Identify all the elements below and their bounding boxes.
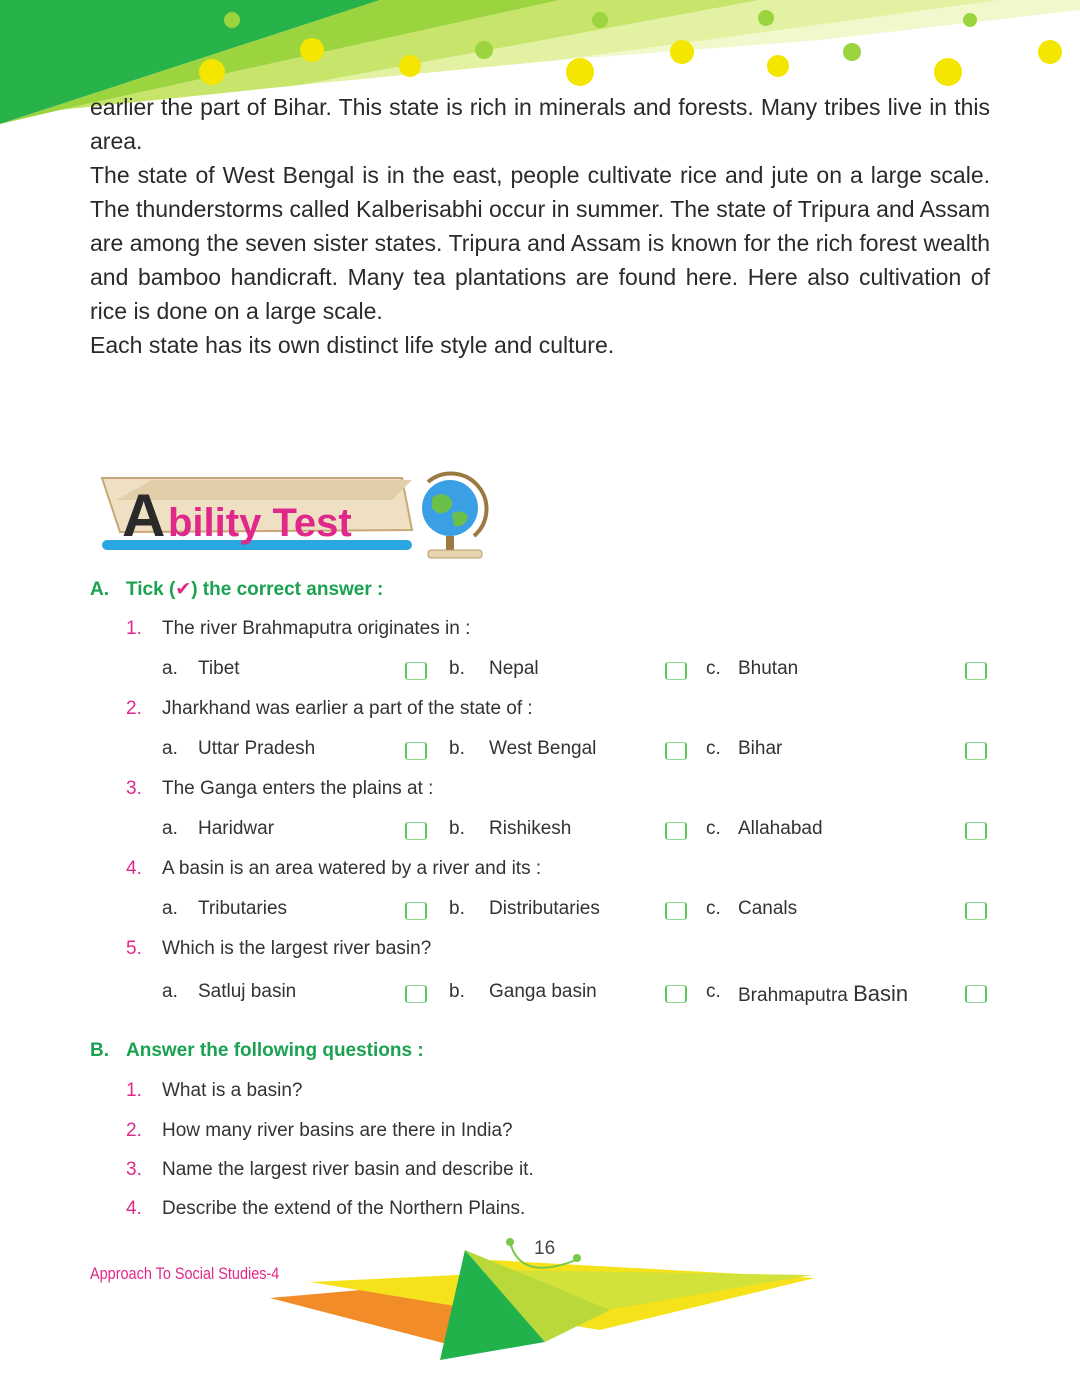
- question-a-2: [126, 698, 533, 720]
- question-a-5: [126, 938, 431, 960]
- body-text: [90, 90, 990, 362]
- option-text: [198, 981, 296, 1003]
- option-letter: c.: [706, 658, 721, 679]
- option-letter: b.: [449, 818, 465, 839]
- option-letter: b.: [449, 898, 465, 919]
- question-number: 2.: [126, 1120, 142, 1141]
- option-label: Brahmaputra: [738, 985, 848, 1006]
- section-b-title: Answer the following questions :: [126, 1040, 424, 1061]
- answer-checkbox[interactable]: [965, 985, 987, 1003]
- section-a-title-start: Tick (: [126, 579, 176, 600]
- option-label: Satluj basin: [198, 981, 297, 1002]
- option-label: Tibet: [198, 658, 240, 679]
- question-number: 3.: [126, 778, 142, 799]
- question-number: 1.: [126, 1080, 142, 1101]
- option-letter: a.: [162, 818, 178, 839]
- answer-checkbox[interactable]: [965, 742, 987, 760]
- answer-checkbox[interactable]: [665, 902, 687, 920]
- option-letter: a.: [162, 738, 178, 759]
- section-a-heading: [90, 578, 383, 601]
- tick-icon: ✔: [175, 579, 192, 600]
- question-text: Describe the extend of the Northern Plains.: [162, 1198, 526, 1219]
- option-letter: c.: [706, 981, 721, 1002]
- question-b-1: [126, 1080, 302, 1102]
- question-b-4: [126, 1198, 525, 1220]
- globe-icon: [422, 474, 486, 558]
- section-b-letter: B.: [90, 1040, 109, 1061]
- option-label: Allahabad: [738, 818, 823, 839]
- option-letter: b.: [449, 738, 465, 759]
- option-label: Tributaries: [198, 898, 288, 919]
- option-letter: b.: [449, 658, 465, 679]
- option-text: [198, 738, 315, 760]
- question-b-2: [126, 1120, 513, 1142]
- question-number: 5.: [126, 938, 142, 959]
- page-number: 16: [534, 1238, 556, 1259]
- answer-checkbox[interactable]: [665, 822, 687, 840]
- answer-checkbox[interactable]: [405, 742, 427, 760]
- option-letter: a.: [162, 981, 178, 1002]
- answer-checkbox[interactable]: [965, 822, 987, 840]
- section-a-title-end: ) the correct answer :: [191, 579, 384, 600]
- option-letter: b.: [449, 981, 465, 1002]
- question-b-3: [126, 1159, 534, 1181]
- option-text: [489, 658, 539, 680]
- option-label: Canals: [738, 898, 798, 919]
- section-a-letter: A.: [90, 579, 109, 600]
- question-number: 4.: [126, 858, 142, 879]
- option-text: [489, 738, 596, 760]
- option-text: [738, 898, 797, 920]
- answer-checkbox[interactable]: [665, 662, 687, 680]
- option-letter: c.: [706, 898, 721, 919]
- paragraph-1: earlier the part of Bihar. This state is rich in minerals and forests. Many tribes live in this area.: [90, 94, 990, 154]
- option-label: Uttar Pradesh: [198, 738, 316, 759]
- option-label: Ganga basin: [489, 981, 597, 1002]
- option-text: [738, 658, 798, 680]
- option-text: [738, 981, 908, 1007]
- question-number: 2.: [126, 698, 142, 719]
- option-label: Bihar: [738, 738, 783, 759]
- option-text: [198, 898, 287, 920]
- question-number: 4.: [126, 1198, 142, 1219]
- question-text: The river Brahmaputra originates in :: [162, 618, 471, 639]
- question-text: How many river basins are there in India?: [162, 1120, 513, 1141]
- question-text: Jharkhand was earlier a part of the state of :: [162, 698, 533, 719]
- paragraph-3: Each state has its own distinct life style and culture.: [90, 332, 615, 358]
- paragraph-2: The state of West Bengal is in the east, people cultivate rice and jute on a large scale. The thunderstorms called Kalberisabhi occur in summer. The state of Tripura and Assam are among the seven sister states. Tripura and Assam is known for the rich forest wealth and bamboo handicraft. Many tea plantations are found here. Here also cultivation of rice is done on a large scale.: [90, 162, 990, 324]
- option-label: Rishikesh: [489, 818, 572, 839]
- option-label: Bhutan: [738, 658, 799, 679]
- answer-checkbox[interactable]: [665, 985, 687, 1003]
- option-text: [198, 658, 240, 680]
- option-letter: c.: [706, 818, 721, 839]
- option-label: West Bengal: [489, 738, 597, 759]
- question-text: The Ganga enters the plains at :: [162, 778, 434, 799]
- option-letter: a.: [162, 658, 178, 679]
- question-text: A basin is an area watered by a river and its :: [162, 858, 542, 879]
- section-b-heading: [90, 1040, 424, 1062]
- question-number: 1.: [126, 618, 142, 639]
- option-text: [489, 981, 597, 1003]
- question-a-1: [126, 618, 470, 640]
- option-text: [489, 898, 600, 920]
- book-title: Approach To Social Studies-4: [90, 1264, 280, 1283]
- banner-title: bility Test: [168, 501, 352, 545]
- answer-checkbox[interactable]: [665, 742, 687, 760]
- question-number: 3.: [126, 1159, 142, 1180]
- question-text: Which is the largest river basin?: [162, 938, 432, 959]
- option-letter: c.: [706, 738, 721, 759]
- question-text: What is a basin?: [162, 1080, 303, 1101]
- ability-test-banner: [92, 470, 492, 570]
- option-label: Haridwar: [198, 818, 275, 839]
- banner-big-letter: A: [122, 482, 166, 549]
- question-text: Name the largest river basin and describe it.: [162, 1159, 534, 1180]
- option-text: [489, 818, 571, 840]
- option-label-suffix: Basin: [853, 981, 909, 1006]
- option-letter: a.: [162, 898, 178, 919]
- answer-checkbox[interactable]: [405, 662, 427, 680]
- option-text: [738, 738, 782, 760]
- option-label: Nepal: [489, 658, 539, 679]
- answer-checkbox[interactable]: [405, 985, 427, 1003]
- option-label: Distributaries: [489, 898, 600, 919]
- question-a-3: [126, 778, 433, 800]
- answer-checkbox[interactable]: [405, 822, 427, 840]
- answer-checkbox[interactable]: [405, 902, 427, 920]
- option-text: [198, 818, 274, 840]
- answer-checkbox[interactable]: [965, 902, 987, 920]
- answer-checkbox[interactable]: [965, 662, 987, 680]
- question-a-4: [126, 858, 541, 880]
- option-text: [738, 818, 823, 840]
